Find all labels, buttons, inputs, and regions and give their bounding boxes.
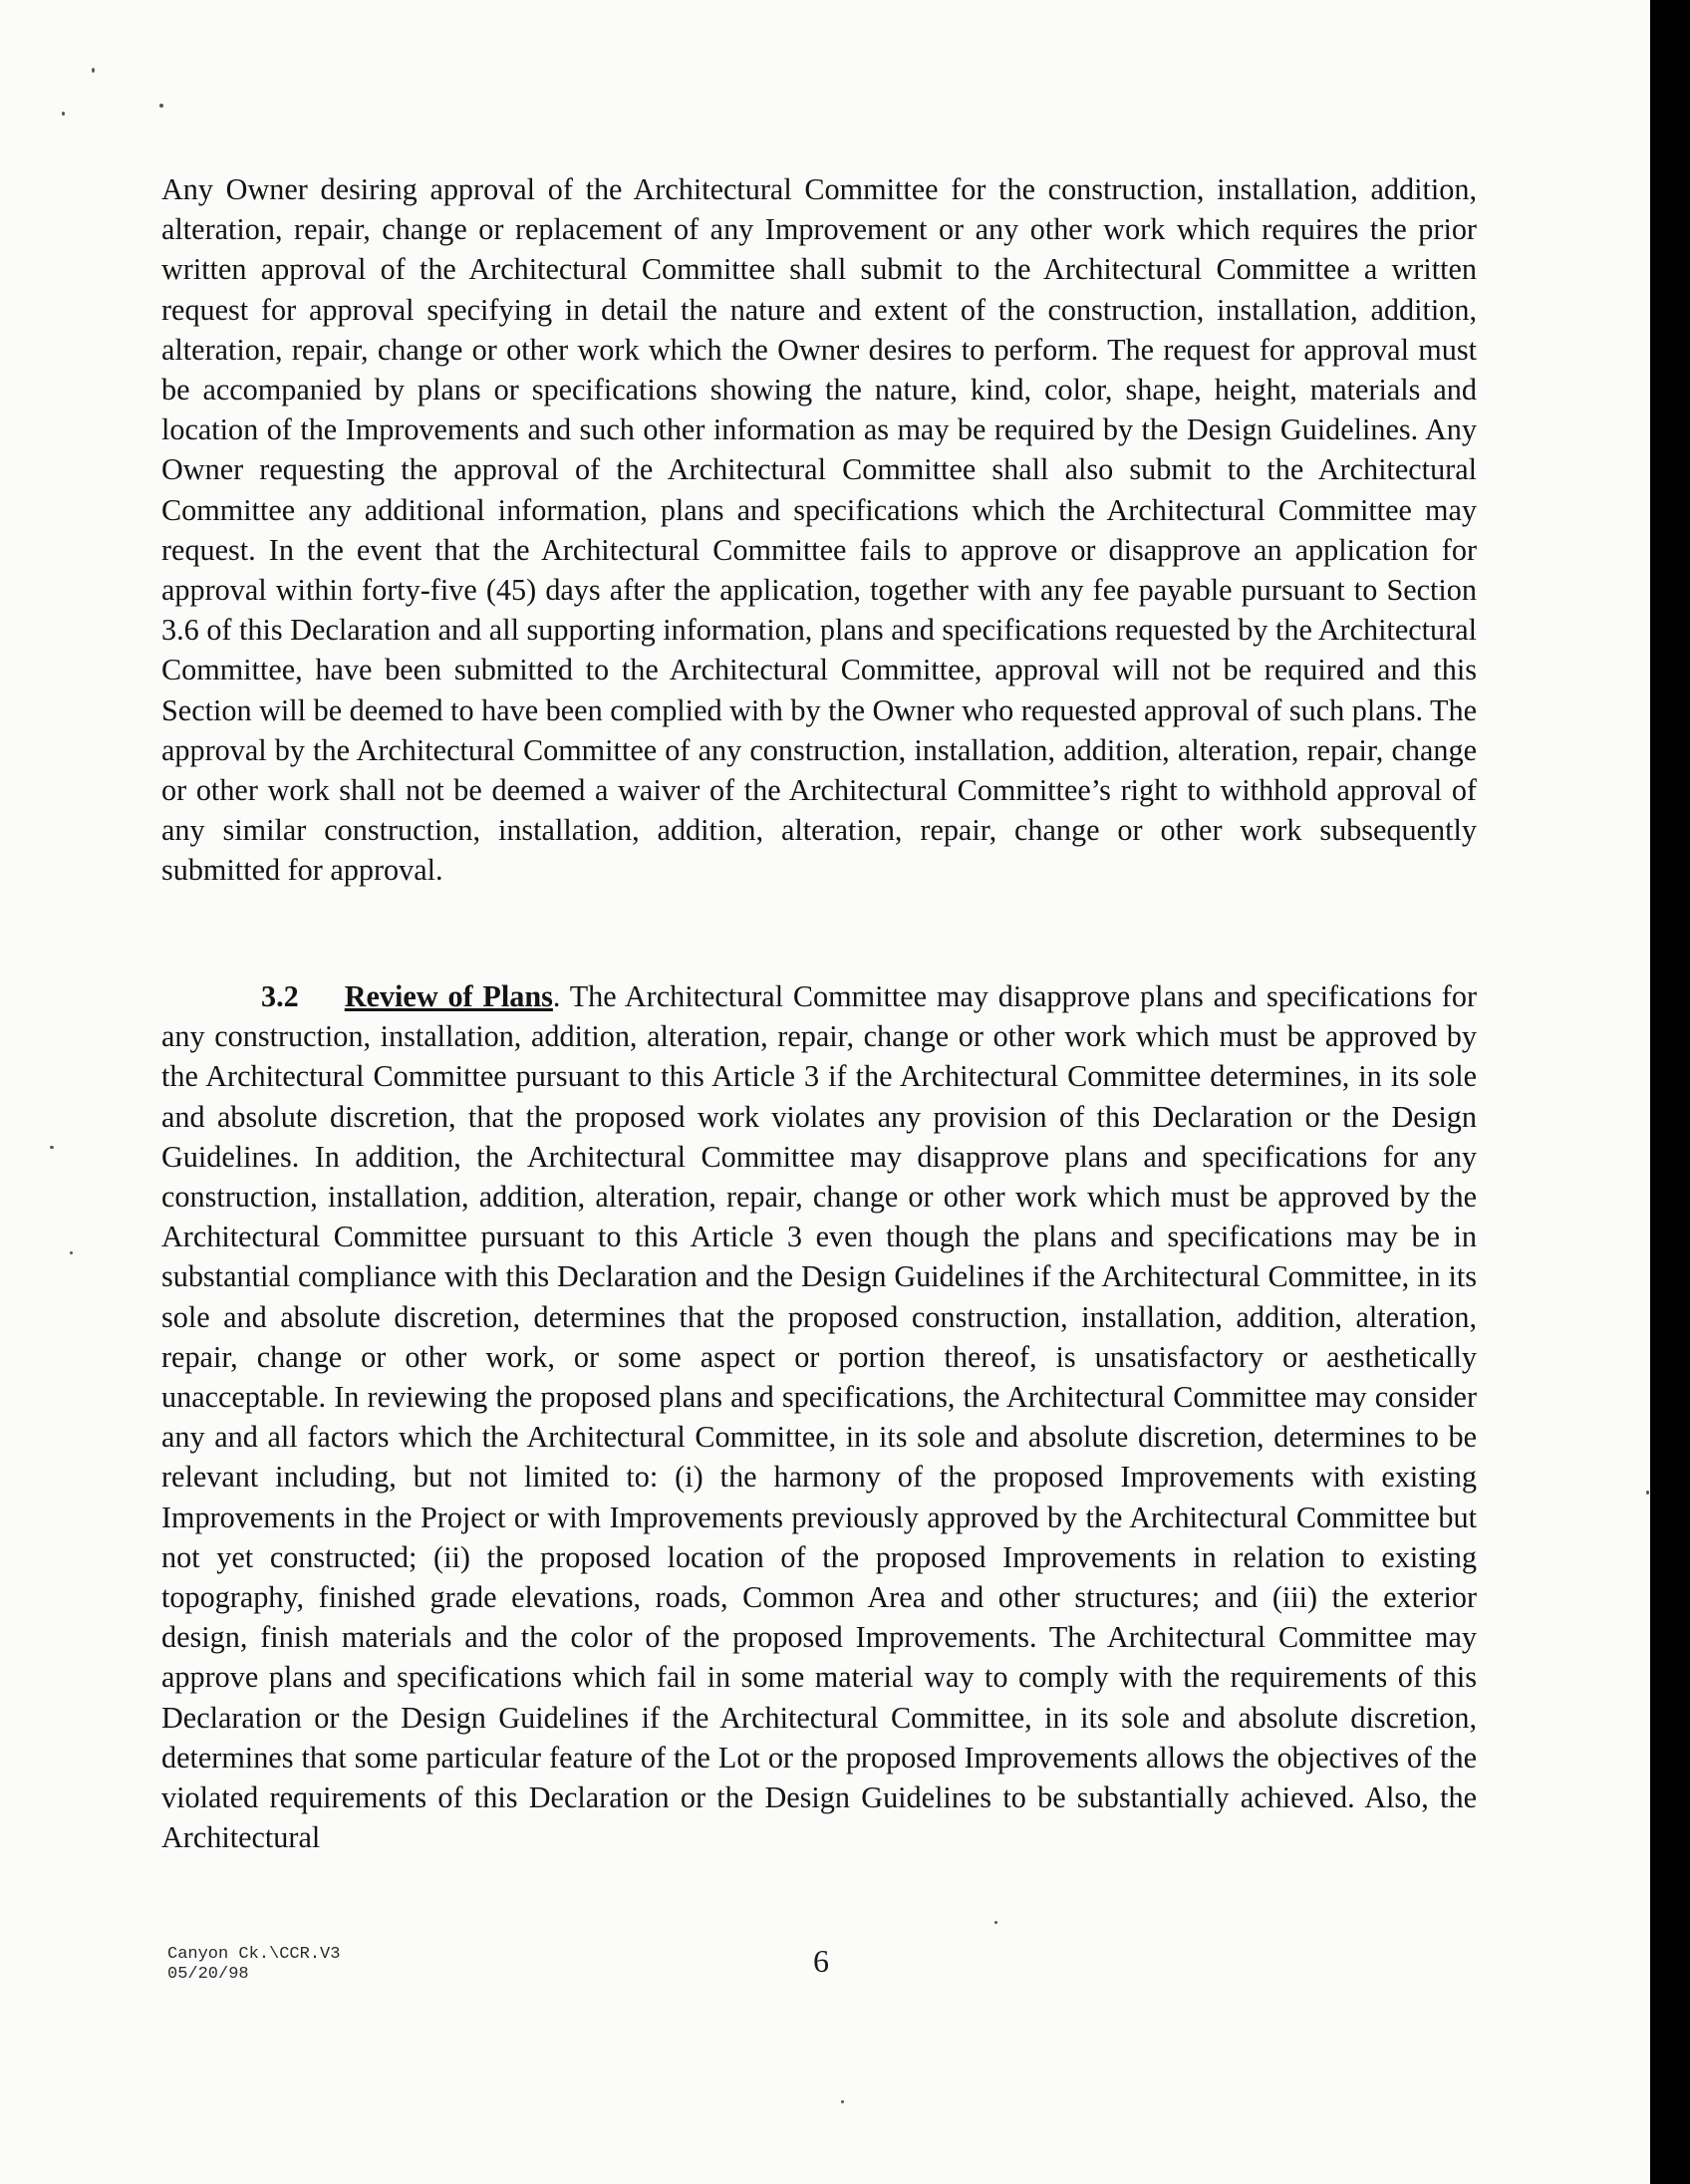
scan-speck: [70, 1251, 73, 1254]
scan-dark-edge: [1650, 0, 1690, 2184]
scan-speck: [994, 1921, 997, 1924]
paragraph-approval-request: Any Owner desiring approval of the Architectural Committee for the construction, installation, addition, alteration, repair, change or replacement of any Improvement or any other work which requires the prior written approval of the Architectural Committee shall submit to the Architectural Committee a written request for approval specifying in detail the nature and extent of the construction, installation, addition, alteration, repair, change or other work which the Owner desires to perform. The request for approval must be accompanied by plans or specifications showing the nature, kind, color, shape, height, materials and location of the Improvements and such other information as may be required by the Design Guidelines. Any Owner requesting the approval of the Architectural Committee shall also submit to the Architectural Committee any additional information, plans and specifications which the Architectural Committee may request. In the event that the Architectural Committee fails to approve or disapprove an application for approval within forty-five (45) days after the application, together with any fee payable pursuant to Section 3.6 of this Declaration and all supporting information, plans and specifications requested by the Architectural Committee, have been submitted to the Architectural Committee, approval will not be required and this Section will be deemed to have been complied with by the Owner who requested approval of such plans. The approval by the Architectural Committee of any construction, installation, addition, alteration, repair, change or other work shall not be deemed a waiver of the Architectural Committee’s right to withhold approval of any similar construction, installation, addition, alteration, repair, change or other work subsequently submitted for approval.: [161, 172, 1477, 888]
section-body: . The Architectural Committee may disapprove plans and specifications for any construction, installation, addition, alteration, repair, change or other work which must be approved by the Architectural Committee pursuant to this Article 3 if the Architectural Committee determines, in its sole and absolute discretion, that the proposed work violates any provision of this Declaration or the Design Guidelines. In addition, the Architectural Committee may disapprove plans and specifications for any construction, installation, addition, alteration, repair, change or other work which must be approved by the Architectural Committee pursuant to this Article 3 even though the plans and specifications may be in substantial compliance with this Declaration and the Design Guidelines if the Architectural Committee, in its sole and absolute discretion, determines that the proposed construction, installation, addition, alteration, repair, change or other work, or some aspect or portion thereof, is unsatisfactory or aesthetically unacceptable. In reviewing the proposed plans and specifications, the Architectural Committee may consider any and all factors which the Architectural Committee, in its sole and absolute discretion, determines to be relevant including, but not limited to: (i) the harmony of the proposed Improvements with existing Improvements in the Project or with Improvements previously approved by the Architectural Committee but not yet constructed; (ii) the proposed location of the proposed Improvements in relation to existing topography, finished grade elevations, roads, Common Area and other structures; and (iii) the exterior design, finish materials and the color of the proposed Improvements. The Architectural Committee may approve plans and specifications which fail in some material way to comply with the requirements of this Declaration or the Design Guidelines if the Architectural Committee, in its sole and absolute discretion, determines that some particular feature of the Lot or the proposed Improvements allows the objectives of the violated requirements of this Declaration or the Design Guidelines to be substantially achieved. Also, the Architectural: [161, 979, 1478, 1855]
scan-speck: [1646, 1491, 1649, 1495]
section-title: Review of Plans: [344, 979, 553, 1013]
footer-file-ref: Canyon Ck.\CCR.V3: [167, 1945, 341, 1964]
scan-speck: [841, 2100, 844, 2103]
footer-date: 05/20/98: [167, 1965, 249, 1984]
paragraph-section-3-2: [161, 976, 1477, 1857]
section-number: 3.2: [261, 979, 299, 1013]
footer-file-reference: [167, 1945, 340, 1985]
scan-speck: [159, 104, 163, 108]
scan-speck: [50, 1146, 54, 1149]
scan-speck: [62, 112, 65, 116]
page-number: 6: [813, 1943, 829, 1979]
scan-speck: [92, 68, 95, 73]
